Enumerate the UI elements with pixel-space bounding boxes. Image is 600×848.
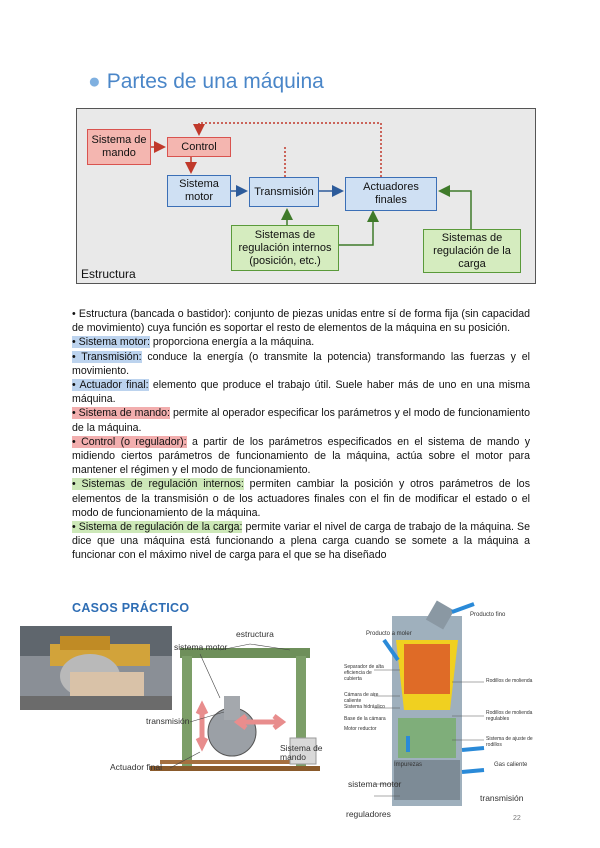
saw-carriage	[224, 696, 240, 720]
heading-bullet: ●	[88, 70, 101, 93]
box-sistema-mando: Sistema de mando	[87, 129, 151, 165]
mill-label-transmision: transmisión	[480, 793, 524, 803]
def-sistema-motor	[72, 335, 530, 349]
text-actuador-final: elemento que produce el trabajo útil. Suele haber más de uno en una misma máquina.	[72, 379, 530, 406]
saw-vertical-arrow	[198, 706, 206, 746]
casos-practico-heading: CASOS PRÁCTICO	[72, 601, 190, 615]
saw-label-transmision: transmisión	[146, 716, 190, 726]
term-actuador-final: • Actuador final:	[72, 379, 149, 392]
term-regulacion-internos: • Sistemas de regulación internos:	[72, 478, 244, 491]
term-sistema-mando: • Sistema de mando:	[72, 407, 170, 420]
mill-rotor	[404, 644, 450, 694]
page-number: 22	[513, 815, 521, 822]
saw-label-sistema-motor: sistema motor	[174, 642, 228, 652]
mill-note-3: Cámara de aire caliente	[344, 692, 379, 704]
def-regulacion-internos	[72, 477, 530, 520]
def-transmision	[72, 350, 530, 378]
text-sistema-mando: permite al operador especificar los parámetros y el modo de funcionamiento de la máquina.	[72, 407, 530, 434]
mill-note-4: Rodillos de molienda regulables	[486, 710, 533, 722]
mill-label-sistema-motor: sistema motor	[348, 779, 402, 789]
def-estructura: • Estructura (bancada o bastidor): conjunto de piezas unidas entre sí de forma fija (sin capacidad de movimiento) cuya función es soportar el resto de elementos de la máquina en su posición.	[72, 308, 530, 335]
label-estructura: Estructura	[81, 267, 136, 281]
arrow-regcarga-actuadores	[441, 191, 471, 229]
term-sistema-motor: • Sistema motor:	[72, 336, 150, 349]
mill-label-producto-moler: Producto a moler	[366, 631, 412, 637]
heading-title: Partes de una máquina	[106, 70, 324, 93]
saw-rail	[150, 766, 320, 771]
saw-left-column	[182, 656, 192, 766]
box-control: Control	[167, 137, 231, 157]
text-regulacion-carga: permite variar el nivel de carga de trabajo de la máquina. Se dice que una máquina está funcionando a plena carga cuando se somete a la máquina a funcionar con el máximo nivel de carga para el que se ha diseñado	[72, 521, 530, 562]
box-regulacion-internos: Sistemas de regulación internos (posición, etc.)	[231, 225, 339, 271]
text-sistema-motor: proporciona energía a la máquina.	[149, 336, 315, 349]
mill-label-producto-fino: Producto fino	[470, 612, 506, 618]
arrow-gas-caliente	[462, 748, 484, 750]
mill-note-5: Sistema hidráulico	[344, 704, 385, 710]
term-regulacion-carga: • Sistema de regulación de la carga:	[72, 521, 243, 534]
arrow-producto-fino	[452, 604, 474, 612]
def-sistema-mando	[72, 406, 530, 434]
mill-note-6: Sistema de ajuste de rodillos	[486, 736, 533, 748]
text-transmision: conduce la energía (o transmite la potencia) transformando las fuerzas y el movimiento.	[72, 350, 531, 377]
mill-label-gas-caliente: Gas caliente	[494, 762, 528, 768]
mill-label-reguladores: reguladores	[346, 809, 391, 819]
arrow-gas-caliente-2	[462, 770, 484, 772]
saw-horizontal-arrow	[238, 716, 282, 728]
mill-note-1: Separador de alta eficiencia de cubierta	[344, 664, 384, 682]
text-control: a partir de los parámetros especificados en el sistema de mando y midiendo ciertos parámetros de funcionamiento de la máquina, actúa sobre el motor para mantener el régimen y el modo de funcionamiento.	[72, 435, 530, 477]
mill-note-2: Rodillos de molienda	[486, 678, 533, 684]
box-actuadores-finales: Actuadores finales	[345, 177, 437, 211]
mill-label-impurezas: Impurezas	[394, 762, 423, 768]
mill-note-8: Motor reductor	[344, 726, 377, 732]
def-regulacion-carga	[72, 520, 530, 563]
box-sistema-motor: Sistema motor	[167, 175, 231, 207]
term-transmision: • Transmisión:	[72, 350, 142, 363]
section-heading	[88, 70, 324, 94]
box-regulacion-carga: Sistemas de regulación de la carga	[423, 229, 521, 273]
box-transmision: Transmisión	[249, 177, 319, 207]
saw-label-estructura: estructura	[236, 629, 274, 639]
mill-note-7: Base de la cámara	[344, 716, 386, 722]
text-regulacion-internos: permiten cambiar la posición y otros parámetros de los elementos de la transmisión o de los actuadores finales con el fin de modificar el estado o el modo de funcionamiento de la máquina.	[72, 478, 530, 519]
saw-label-sistema-mando: Sistema de mando	[280, 743, 323, 762]
saw-label-actuador: Actuador final	[110, 762, 162, 772]
definitions-text	[72, 307, 530, 563]
def-actuador-final	[72, 378, 530, 406]
term-control: • Control (o regulador):	[72, 435, 187, 448]
arrow-regint-actuadores	[339, 213, 373, 245]
machine-parts-diagram	[76, 108, 536, 284]
def-control	[72, 435, 530, 478]
